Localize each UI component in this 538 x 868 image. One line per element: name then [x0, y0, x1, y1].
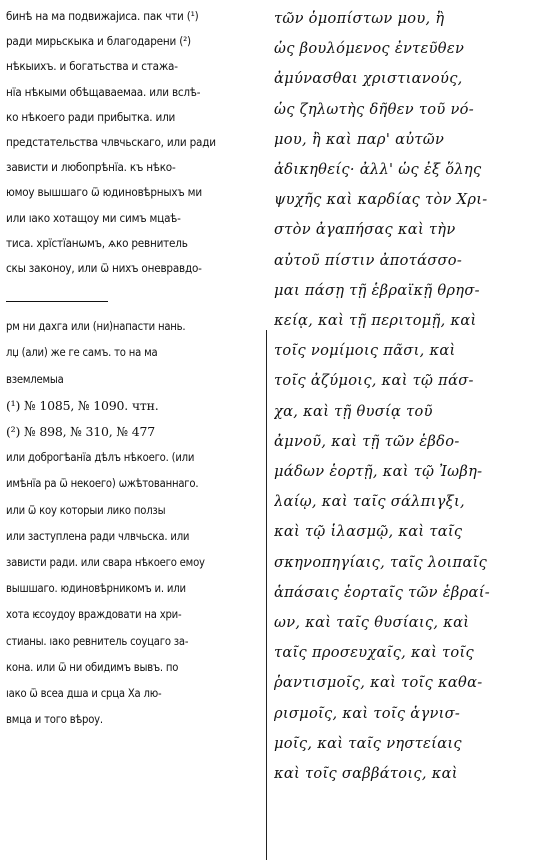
greek-line: μαι πάσῃ τῇ ἑβραϊκῇ θρησ-: [274, 281, 480, 299]
text-line: скы законоу, или ѿ нихъ оневравдо-: [6, 261, 202, 276]
greek-line: ὡς βουλόμενος ἐντεῦθεν: [274, 40, 465, 58]
footnote-references: [6, 393, 264, 445]
greek-line: αὐτοῦ πίστιν ἀποτάσσο-: [274, 251, 463, 269]
footnote-continuation: [6, 445, 264, 733]
footnote-line: ıако ѿ всеа дша и срца Ха лю-: [6, 687, 162, 701]
text-line: юмоу вышшаго ѿ юдиновѣрныхъ ми: [6, 185, 202, 200]
greek-line: ψυχῆς καὶ καρδίας τὸν Χρι-: [274, 191, 488, 209]
greek-line: ἀδικηθείς· ἀλλ' ὡς ἐξ ὅλης: [274, 161, 482, 179]
footnote-separator: [6, 301, 108, 302]
footnote-line: вышшаго. юдиновѣрникомъ и. или: [6, 582, 186, 596]
footnote-line: рм ни дахга или (ни)напасти нань.: [6, 320, 186, 334]
footnote-line: или ѿ коу которыи лико ползы: [6, 503, 166, 517]
text-line: зависти и любопрѣнїа. къ нѣко-: [6, 160, 176, 175]
footnote-line: вземлемыа: [6, 372, 64, 386]
left-main-text: [6, 4, 264, 281]
footnote-line: вмца и того вѣроу.: [6, 713, 103, 727]
footnote-line: стианы. ıако ревнитель соуцаго за-: [6, 634, 189, 648]
greek-text: [274, 4, 532, 789]
greek-line: μοῖς, καὶ ταῖς νηστείαις: [274, 734, 462, 752]
greek-line: ταῖς προσευχαῖς, καὶ τοῖς: [274, 644, 474, 662]
footnote-line: или заступлена ради члвчьска. или: [6, 529, 190, 543]
greek-line: ἀμύνασθαι χριστιανούς,: [274, 70, 463, 88]
footnote-text: [6, 314, 264, 393]
greek-line: σκηνοπηγίαις, ταῖς λοιπαῖς: [274, 553, 488, 571]
text-line: ко нѣкоего ради прибытка. или: [6, 109, 176, 124]
greek-line: ρισμοῖς, καὶ τοῖς ἁγνισ-: [274, 704, 461, 722]
right-column: [274, 4, 532, 789]
column-divider: [266, 330, 267, 860]
text-line: или ıако хотащоу ми симъ мцаѣ-: [6, 210, 181, 225]
greek-line: μου, ἢ καὶ παρ' αὐτῶν: [274, 130, 445, 148]
footnote-line: хота ѥсоудоу враждовати на хри-: [6, 608, 182, 622]
greek-line: χα, καὶ τῇ θυσίᾳ τοῦ: [274, 402, 433, 420]
greek-line: ἀμνοῦ, καὶ τῇ τῶν ἑβδο-: [274, 432, 460, 450]
footnote-ref-line: (²) № 898, № 310, № 477: [6, 424, 156, 440]
greek-line: τῶν ὁμοπίστων μου, ἢ: [274, 10, 445, 27]
greek-line: ἁπάσαις ἑορταῖς τῶν ἑβραί-: [274, 583, 490, 601]
text-line: предстательства члвчьскаго, или ради: [6, 135, 216, 150]
footnote-line: имѣнїа ра ѿ некоего) ѡжѣтованнаго.: [6, 477, 199, 491]
greek-line: καὶ τῷ ἱλασμῷ, καὶ ταῖς: [274, 523, 463, 541]
greek-line: στὸν ἀγαπήσας καὶ τὴν: [274, 221, 456, 239]
footnotes: [6, 314, 264, 733]
text-line: тиса. хрїстїанѡмъ, ѧко ревнитель: [6, 235, 188, 250]
greek-line: ῥαντισμοῖς, καὶ τοῖς καθα-: [274, 674, 483, 692]
greek-line: τοῖς νομίμοις πᾶσι, καὶ: [274, 342, 456, 360]
text-line: нїа нѣкыми обѣщаваемаа. или вслѣ-: [6, 84, 201, 99]
left-column: [6, 4, 264, 733]
footnote-line: или доброгѣанїа дѣлъ нѣкоего. (или: [6, 451, 195, 465]
footnote-line: зависти ради. или свара нѣкоего емоу: [6, 556, 205, 570]
greek-line: μάδων ἑορτῇ, καὶ τῷ Ἰωβη-: [274, 463, 483, 481]
footnote-line: лџ (али) же ге самъ. то на ма: [6, 346, 158, 360]
greek-line: κείᾳ, καὶ τῇ περιτομῇ, καὶ: [274, 312, 477, 330]
footnote-ref-line: (¹) № 1085, № 1090. чтн.: [6, 397, 159, 413]
footnote-line: кона. или ѿ ни обидимъ вывъ. по: [6, 660, 179, 674]
greek-line: καὶ τοῖς σαββάτοις, καὶ: [274, 765, 458, 783]
greek-line: τοῖς ἀζύμοις, καὶ τῷ πάσ-: [274, 372, 474, 390]
greek-line: ων, καὶ ταῖς θυσίαις, καὶ: [274, 614, 470, 632]
text-line: бинѣ на ма подвижајиса. пак чти (¹): [6, 9, 199, 23]
text-line: ради мирьскыка и благодарени (²): [6, 34, 191, 49]
text-line: нѣкыихъ. и богатьства и стажа-: [6, 59, 178, 74]
greek-line: ὡς ζηλωτὴς δῆθεν τοῦ νό-: [274, 100, 474, 118]
greek-line: λαίῳ, καὶ ταῖς σάλπιγξι,: [274, 493, 465, 511]
